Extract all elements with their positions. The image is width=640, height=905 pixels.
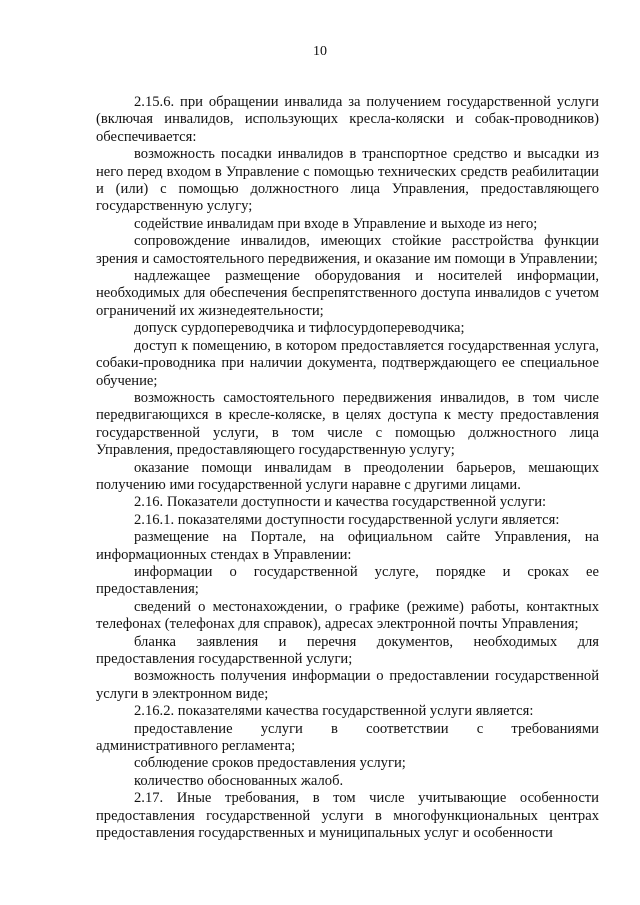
paragraph: надлежащее размещение оборудования и носителей информации, необходимых для обеспечения беспрепятственного доступа инвалидов с учетом ограничений их жизнедеятельности; bbox=[96, 268, 599, 319]
paragraph: доступ к помещению, в котором предоставляется государственная услуга, собаки-проводника при наличии документа, подтверждающего ее специальное обучение; bbox=[96, 337, 599, 389]
paragraph: соблюдение сроков предоставления услуги; bbox=[134, 755, 406, 772]
paragraph: содействие инвалидам при входе в Управление и выходе из него; bbox=[134, 215, 538, 232]
paragraph: 2.16.2. показателями качества государственной услуги является: bbox=[134, 703, 534, 720]
section-heading: 2.16. Показатели доступности и качества государственной услуги: bbox=[134, 494, 547, 511]
paragraph: информации о государственной услуге, порядке и сроках ее предоставления; bbox=[96, 563, 599, 598]
paragraph: оказание помощи инвалидам в преодолении барьеров, мешающих получению ими государственной услуги наравне с другими лицами. bbox=[96, 459, 599, 493]
paragraph: возможность получения информации о предоставлении государственной услуги в электронном виде; bbox=[96, 668, 599, 702]
paragraph: сведений о местонахождении, о графике (режиме) работы, контактных телефонах (телефонах для справок), адресах электронной почты Управления; bbox=[96, 598, 599, 633]
paragraph: предоставление услуги в соответствии с требованиями административного регламента; bbox=[96, 720, 599, 755]
paragraph: бланка заявления и перечня документов, необходимых для предоставления государственной услуги; bbox=[96, 633, 599, 667]
paragraph: возможность самостоятельного передвижения инвалидов, в том числе передвигающихся в кресле-коляске, в целях доступа к месту предоставления государственной услуги, в том числе с помощью должностного лица Управления, предоставляющего государственную услугу; bbox=[96, 389, 599, 459]
paragraph: размещение на Портале, на официальном сайте Управления, на информационных стендах в Управлении: bbox=[96, 529, 599, 563]
paragraph: 2.16.1. показателями доступности государственной услуги является: bbox=[134, 511, 560, 528]
page-number: 10 bbox=[313, 44, 327, 59]
paragraph: допуск сурдопереводчика и тифлосурдопереводчика; bbox=[134, 320, 465, 337]
section-heading: 2.17. Иные требования, в том числе учитывающие особенности предоставления государственной услуги в многофункциональных центрах предоставления государственных и муниципальных услуг и особенности bbox=[96, 790, 599, 842]
paragraph: количество обоснованных жалоб. bbox=[134, 772, 344, 789]
paragraph: 2.15.6. при обращении инвалида за получением государственной услуги (включая инвалидов, использующих кресла-коляски и собак-проводников) обеспечивается: bbox=[96, 94, 599, 145]
paragraph: сопровождение инвалидов, имеющих стойкие расстройства функции зрения и самостоятельного передвижения, и оказание им помощи в Управлении; bbox=[96, 233, 599, 267]
document-body bbox=[96, 94, 599, 842]
paragraph: возможность посадки инвалидов в транспортное средство и высадки из него перед входом в Управление с помощью технических средств реабилитации и (или) с помощью должностного лица Управления, предоставляющего государственную услугу; bbox=[96, 146, 599, 215]
